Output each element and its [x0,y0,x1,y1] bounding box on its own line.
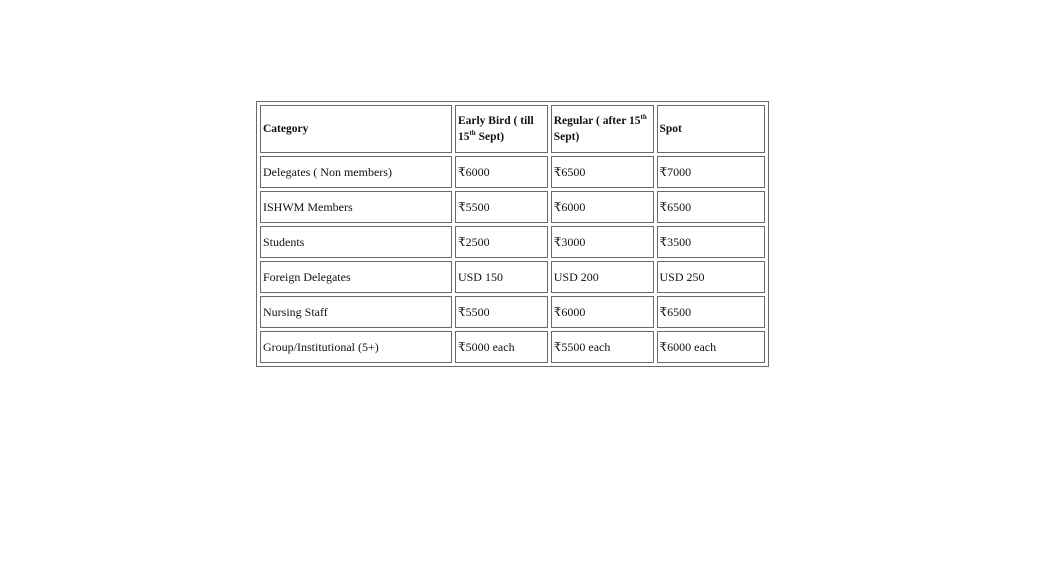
table-row [260,261,765,293]
cell-spot: ₹6500 [657,296,766,328]
cell-spot: ₹7000 [657,156,766,188]
header-regular-tail: Sept) [553,131,580,143]
table-row [260,156,765,188]
cell-early-bird: USD 150 [455,261,548,293]
header-early-bird [455,105,548,153]
cell-early-bird: ₹5500 [455,296,548,328]
cell-category: Students [260,226,452,258]
cell-spot: ₹6000 each [657,331,766,363]
cell-category: Delegates ( Non members) [260,156,452,188]
table-row [260,331,765,363]
table-header-row [260,105,765,153]
cell-regular: ₹6000 [551,296,654,328]
cell-regular: ₹6000 [551,191,654,223]
header-regular-sup: th [640,113,647,122]
cell-early-bird: ₹2500 [455,226,548,258]
header-early-bird-main: Early Bird ( till 15 [457,115,534,143]
cell-spot: ₹6500 [657,191,766,223]
cell-regular: ₹3000 [551,226,654,258]
cell-regular: ₹5500 each [551,331,654,363]
cell-category: ISHWM Members [260,191,452,223]
registration-fee-table [256,101,769,367]
cell-regular: ₹6500 [551,156,654,188]
header-early-bird-sup: th [469,129,476,138]
cell-early-bird: ₹6000 [455,156,548,188]
header-early-bird-tail: Sept) [475,131,505,143]
cell-category: Nursing Staff [260,296,452,328]
cell-regular: USD 200 [551,261,654,293]
header-regular [551,105,654,153]
cell-category: Foreign Delegates [260,261,452,293]
header-category: Category [260,105,452,153]
table-row [260,296,765,328]
cell-category: Group/Institutional (5+) [260,331,452,363]
table-row [260,191,765,223]
cell-early-bird: ₹5500 [455,191,548,223]
header-regular-main: Regular ( after 15 [553,115,641,127]
cell-spot: USD 250 [657,261,766,293]
cell-spot: ₹3500 [657,226,766,258]
table-row [260,226,765,258]
cell-early-bird: ₹5000 each [455,331,548,363]
header-spot: Spot [657,105,766,153]
